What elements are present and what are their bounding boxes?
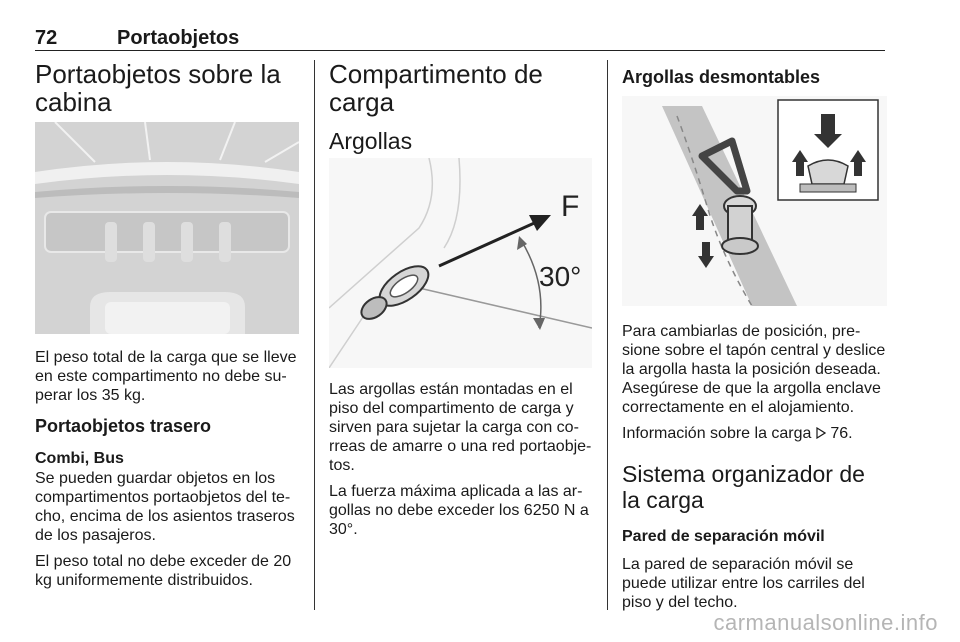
watermark: carmanualsonline.info xyxy=(713,610,938,635)
lashing-eye-force-illustration xyxy=(329,158,592,368)
removable-eye-illustration xyxy=(622,96,887,306)
combi-bus-heading: Combi, Bus xyxy=(35,450,124,467)
cargo-compartment-heading: Compartimento de carga xyxy=(329,59,543,117)
cargo-organizer-heading: Sistema organizador de la carga xyxy=(622,461,865,513)
column-divider xyxy=(314,60,315,610)
lashing-eyes-text: Las argollas están montadas en el piso del compartimento de carga y sirven para sujetar la carga con co-rreas de amarre o una red portaobje-tos. xyxy=(329,381,592,474)
angle-label: 30° xyxy=(539,261,582,292)
column-3 xyxy=(622,60,887,612)
removable-eyes-heading: Argollas desmontables xyxy=(622,67,821,87)
page-header xyxy=(35,28,885,51)
movable-partition-text: La pared de separación móvil se puede utilizar entre los carriles del piso y del techo. xyxy=(622,556,865,611)
rear-storage-heading: Portaobjetos trasero xyxy=(35,416,212,436)
section-title: Portaobjetos xyxy=(117,27,240,49)
column-1 xyxy=(35,60,299,590)
rear-storage-weight-text: El peso total no debe exceder de 20 kg uniformemente distribuidos. xyxy=(35,553,292,589)
loading-info-page-ref[interactable]: 76. xyxy=(830,425,853,442)
page-number: 72 xyxy=(35,27,58,49)
roof-storage-heading: Portaobjetos sobre la cabina xyxy=(35,59,281,117)
loading-info-text xyxy=(622,424,887,443)
movable-partition-heading: Pared de separación móvil xyxy=(622,528,825,545)
lashing-eyes-force-text: La fuerza máxima aplicada a las ar-gollas no debe exceder los 6250 N a 30°. xyxy=(329,483,589,538)
column-divider xyxy=(607,60,608,610)
rear-storage-text: Se pueden guardar objetos en los compartimentos portaobjetos del te-cho, encima de los asientos traseros de los pasajeros. xyxy=(35,470,295,544)
lashing-eyes-heading: Argollas xyxy=(329,128,413,154)
loading-info-label: Información sobre la carga xyxy=(622,425,812,442)
roof-storage-text: El peso total de la carga que se lleve en este compartimento no debe su-perar los 35 kg. xyxy=(35,349,297,404)
removable-eyes-text: Para cambiarlas de posición, pre-sione sobre el tapón central y deslice la argolla hasta la posición deseada. Asegúrese de que la argolla enclave correctamente en el alojamiento. xyxy=(622,323,886,416)
page-reference-icon xyxy=(816,427,826,439)
column-2 xyxy=(329,60,592,539)
force-label: F xyxy=(561,190,580,223)
roof-storage-illustration xyxy=(35,122,299,334)
